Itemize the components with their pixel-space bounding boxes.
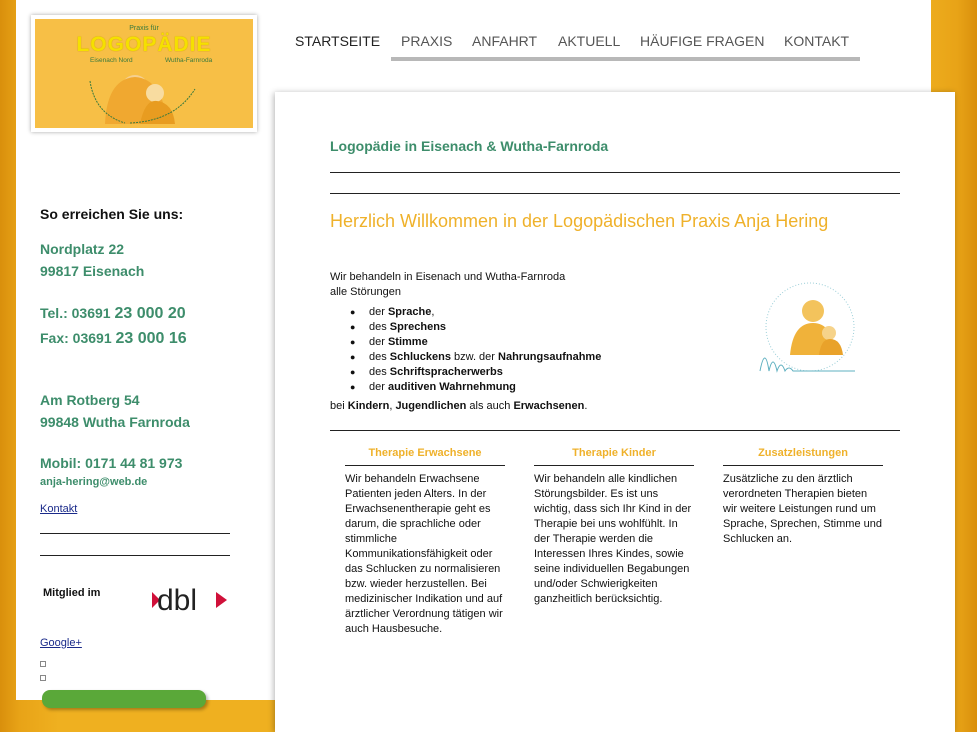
- dbl-logo[interactable]: [152, 582, 230, 616]
- column-title: Therapie Kinder: [534, 447, 694, 466]
- list-item: ● der Sprache,: [355, 305, 601, 320]
- address-street: Nordplatz 22: [40, 241, 125, 257]
- fax-number: [40, 330, 187, 348]
- list-bullet: [40, 661, 46, 667]
- email-address[interactable]: anja-hering@web.de: [40, 476, 148, 488]
- nav-item-kontakt[interactable]: KONTAKT: [784, 33, 850, 49]
- phone-digits: 23 000 20: [114, 305, 186, 322]
- fax-label: Fax: 03691: [40, 330, 116, 346]
- phone-label: Tel.: 03691: [40, 305, 115, 321]
- intro-line: Wir behandeln in Eisenach und Wutha-Farnroda: [330, 271, 566, 283]
- column-zusatzleistungen: [723, 447, 883, 547]
- main-content: [275, 92, 955, 732]
- nav-item-praxis[interactable]: PRAXIS: [401, 33, 453, 49]
- logo[interactable]: [31, 15, 257, 132]
- contact-heading: So erreichen Sie uns:: [40, 206, 184, 222]
- member-label: Mitglied im: [43, 587, 101, 599]
- logo-location-1: Eisenach Nord: [90, 57, 133, 64]
- logo-title: LOGOPÄDIE: [76, 33, 212, 56]
- practice-seal-image: [755, 275, 865, 387]
- logo-small-text: Praxis für: [129, 25, 159, 32]
- google-plus-link[interactable]: Google+: [40, 637, 82, 649]
- list-item: ● des Schluckens bzw. der Nahrungsaufnahme: [355, 350, 601, 365]
- mobile-number: Mobil: 0171 44 81 973: [40, 455, 183, 471]
- phone-number: [40, 305, 186, 323]
- address-eisenach: [40, 238, 144, 282]
- divider: [40, 555, 230, 556]
- divider: [330, 193, 900, 194]
- list-item: ● der Stimme: [355, 335, 601, 350]
- divider: [330, 430, 900, 431]
- divider: [330, 172, 900, 173]
- column-title: Zusatzleistungen: [723, 447, 883, 466]
- target-groups: bei Kindern, Jugendlichen als auch Erwachsenen.: [330, 400, 588, 412]
- logo-location-2: Wutha-Farnroda: [165, 57, 213, 64]
- column-therapie-erwachsene: [345, 447, 505, 637]
- nav-item-startseite[interactable]: STARTSEITE: [295, 33, 381, 49]
- address-wutha: [40, 389, 190, 433]
- column-therapie-kinder: [534, 447, 694, 607]
- list-bullet: [40, 675, 46, 681]
- nav-item-anfahrt[interactable]: ANFAHRT: [472, 33, 538, 49]
- column-title: Therapie Erwachsene: [345, 447, 505, 466]
- address-city: 99817 Eisenach: [40, 263, 145, 279]
- nav-item-haeufige-fragen[interactable]: HÄUFIGE FRAGEN: [640, 33, 765, 49]
- disorder-list: [355, 305, 601, 395]
- fax-digits: 23 000 16: [115, 330, 187, 347]
- address-city: 99848 Wutha Farnroda: [40, 414, 190, 430]
- column-text: Wir behandeln alle kindlichen Störungsbilder. Es ist uns wichtig, dass sich Ihr Kind in der Therapie bei uns wohlfühlt. In der Therapie werden die Interessen Ihres Kindes, sowie seine individuellen Begabungen und/oder Schwierigkeiten ganzheitlich berücksichtig.: [534, 473, 692, 605]
- list-item: ● der auditiven Wahrnehmung: [355, 380, 601, 395]
- page-wrapper: [16, 0, 931, 700]
- green-button[interactable]: [42, 690, 206, 708]
- logo-image: [35, 19, 253, 128]
- column-text: Zusätzliche zu den ärztlich verordneten Therapien bieten wir weitere Leistungen rund um Sprache, Sprechen, Stimme und Schlucken an.: [723, 473, 882, 545]
- list-item: ● des Sprechens: [355, 320, 601, 335]
- dbl-logo-text: dbl: [157, 584, 198, 616]
- column-text: Wir behandeln Erwachsene Patienten jeden Alters. In der Erwachsenentherapie geht es darum, die sprachliche oder stimmliche Kommunikationsfähigkeit oder das Schlucken zu normalisieren bzw. wieder herzustellen. Bei medizinischer Indikation und auf ärztlicher Verordnung tätigen wir auch Hausbesuche.: [345, 473, 503, 635]
- divider: [40, 533, 230, 534]
- address-street: Am Rotberg 54: [40, 392, 140, 408]
- welcome-heading: Herzlich Willkommen in der Logopädischen Praxis Anja Hering: [330, 211, 829, 231]
- nav-item-aktuell[interactable]: AKTUELL: [558, 33, 621, 49]
- intro-text: [330, 270, 565, 300]
- list-item: ● des Schriftspracherwerbs: [355, 365, 601, 380]
- nav-underline-bar: [391, 57, 860, 61]
- page-title: Logopädie in Eisenach & Wutha-Farnroda: [330, 138, 609, 154]
- intro-line: alle Störungen: [330, 286, 401, 298]
- kontakt-link[interactable]: Kontakt: [40, 503, 78, 515]
